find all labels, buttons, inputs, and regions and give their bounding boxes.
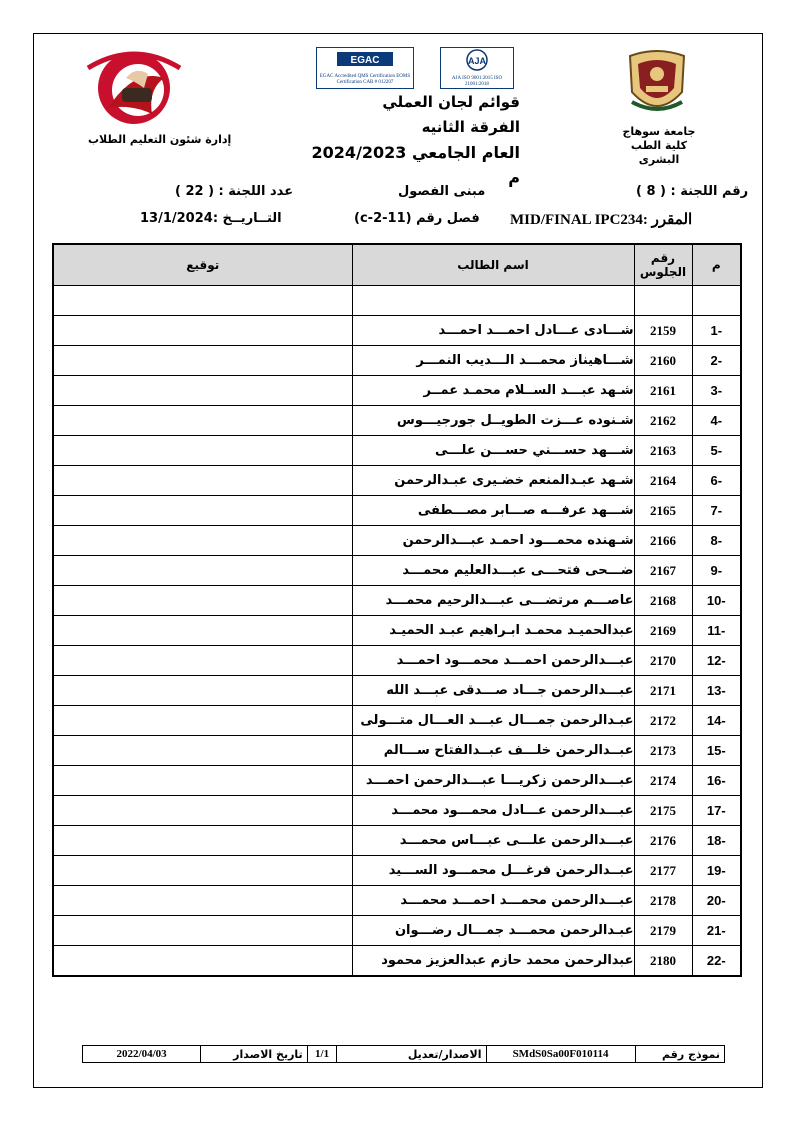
table-row — [53, 316, 741, 346]
student-name-cell: عبــدالرحمن فرغـــل محمـــود الســـيد — [352, 856, 634, 886]
seat-number-cell: 2169 — [634, 616, 692, 646]
header-separator-row — [53, 286, 741, 316]
student-name-cell: شـــهد عرفـــه صـــابر مصـــطفى — [352, 496, 634, 526]
seat-number-cell: 2172 — [634, 706, 692, 736]
signature-cell — [53, 856, 352, 886]
column-header-index: م — [692, 244, 741, 286]
table-row — [53, 346, 741, 376]
student-name-cell: عبـدالرحمن جمـــال عبـــد العـــال متـــولى — [352, 706, 634, 736]
separator-cell — [634, 286, 692, 316]
table-row — [53, 616, 741, 646]
student-name-cell: شـــهد حســـني حســـن علـــى — [352, 436, 634, 466]
row-index-cell: -15 — [692, 736, 741, 766]
student-name-cell: عبـــدالرحمن احمـــد محمـــود احمـــد — [352, 646, 634, 676]
row-index-cell: -7 — [692, 496, 741, 526]
page-title: قوائم لجان العملي — [382, 93, 520, 111]
form-number-label: نموذج رقم — [635, 1046, 724, 1063]
form-code: SMdS0Sa00F010114 — [486, 1046, 635, 1063]
course-code: المقرر :MID/FINAL IPC234 — [510, 212, 693, 228]
revision-value: 1/1 — [307, 1046, 337, 1063]
academic-year: العام الجامعي 2024/2023 م — [311, 143, 520, 187]
seat-number-cell: 2178 — [634, 886, 692, 916]
student-name-cell: شـنوده عـــزت الطويــل جورجيـــوس — [352, 406, 634, 436]
signature-cell — [53, 766, 352, 796]
signature-cell — [53, 466, 352, 496]
student-name-cell: شـــاهيناز محمـــد الـــديب النمـــر — [352, 346, 634, 376]
table-row — [53, 586, 741, 616]
signature-cell — [53, 796, 352, 826]
table-row — [53, 706, 741, 736]
table-row — [53, 436, 741, 466]
table-row — [53, 526, 741, 556]
grade-label: الفرقة الثانيه — [421, 118, 520, 136]
signature-cell — [53, 676, 352, 706]
signature-cell — [53, 646, 352, 676]
row-index-cell: -9 — [692, 556, 741, 586]
student-name-cell: عبـــدالرحمن زكريـــا عبـــدالرحمن احمـــد — [352, 766, 634, 796]
signature-cell — [53, 436, 352, 466]
seat-number-cell: 2163 — [634, 436, 692, 466]
certification-logos — [316, 47, 514, 89]
student-name-cell: عبـــدالرحمن علـــى عبـــاس محمـــد — [352, 826, 634, 856]
aja-globe-icon — [441, 48, 513, 72]
row-index-cell: -14 — [692, 706, 741, 736]
seat-number-cell: 2179 — [634, 916, 692, 946]
table-row — [53, 376, 741, 406]
table-row — [53, 406, 741, 436]
column-header-signature: توقيع — [53, 244, 352, 286]
student-name-cell: ضـــحى فتحـــى عبـــدالعليم محمـــد — [352, 556, 634, 586]
egac-certificate — [316, 47, 414, 89]
student-affairs-logo — [78, 48, 190, 128]
row-index-cell: -16 — [692, 766, 741, 796]
row-index-cell: -2 — [692, 346, 741, 376]
row-index-cell: -17 — [692, 796, 741, 826]
student-name-cell: عبـدالرحمن محمـــد جمـــال رضـــوان — [352, 916, 634, 946]
seat-number-cell: 2164 — [634, 466, 692, 496]
student-name-cell: عبدالحميـد محمـد ابـراهيم عبـد الحميـد — [352, 616, 634, 646]
svg-text:EGAC: EGAC — [350, 55, 380, 66]
signature-cell — [53, 376, 352, 406]
table-row — [53, 496, 741, 526]
row-index-cell: -1 — [692, 316, 741, 346]
seat-number-cell: 2160 — [634, 346, 692, 376]
row-index-cell: -5 — [692, 436, 741, 466]
seat-number-cell: 2168 — [634, 586, 692, 616]
signature-cell — [53, 556, 352, 586]
university-name: جامعة سوهاج — [622, 125, 696, 138]
separator-cell — [352, 286, 634, 316]
seat-number-cell: 2177 — [634, 856, 692, 886]
student-name-cell: عبدالرحمن محمد حازم عبدالعزيز محمود — [352, 946, 634, 977]
student-name-cell: عبـــدالرحمن محمـــد احمـــد محمـــد — [352, 886, 634, 916]
table-row — [53, 556, 741, 586]
signature-cell — [53, 616, 352, 646]
aja-certificate — [440, 47, 514, 89]
signature-cell — [53, 826, 352, 856]
university-name-block — [614, 125, 704, 167]
seat-number-cell: 2165 — [634, 496, 692, 526]
seat-number-cell: 2173 — [634, 736, 692, 766]
table-header-row — [53, 244, 741, 286]
footer-row — [83, 1046, 725, 1063]
separator-cell — [53, 286, 352, 316]
column-header-name: اسم الطالب — [352, 244, 634, 286]
signature-cell — [53, 916, 352, 946]
row-index-cell: -20 — [692, 886, 741, 916]
student-name-cell: شـــادى عـــادل احمـــد احمـــد — [352, 316, 634, 346]
student-name-cell: عبـــدالرحمن جـــاد صـــدقى عبـــد الله — [352, 676, 634, 706]
student-name-cell: شـهد عبـــد الســلام محمـد عمــر — [352, 376, 634, 406]
aja-text: AJA ISO 9001:2015 ISO 21001:2018 — [451, 76, 503, 87]
row-index-cell: -21 — [692, 916, 741, 946]
row-index-cell: -22 — [692, 946, 741, 977]
signature-cell — [53, 496, 352, 526]
roster-body — [53, 286, 741, 977]
signature-cell — [53, 886, 352, 916]
table-row — [53, 886, 741, 916]
exam-date: التــاريــخ :13/1/2024 — [140, 211, 282, 226]
department-label: إدارة شئون التعليم الطلاب — [88, 133, 232, 146]
student-name-cell: عبــدالرحمن خلـــف عبــدالفتاح ســـالم — [352, 736, 634, 766]
table-row — [53, 766, 741, 796]
university-crest-logo — [626, 50, 688, 120]
seat-number-cell: 2175 — [634, 796, 692, 826]
seat-number-cell: 2171 — [634, 676, 692, 706]
seat-number-cell: 2170 — [634, 646, 692, 676]
signature-cell — [53, 736, 352, 766]
table-row — [53, 796, 741, 826]
building-label: مبنى الفصول — [398, 184, 486, 199]
seat-number-cell: 2159 — [634, 316, 692, 346]
committee-count: عدد اللجنة : ( 22 ) — [175, 184, 294, 199]
signature-cell — [53, 706, 352, 736]
row-index-cell: -3 — [692, 376, 741, 406]
row-index-cell: -10 — [692, 586, 741, 616]
issue-date: 2022/04/03 — [83, 1046, 201, 1063]
form-footer-table — [82, 1045, 725, 1063]
table-row — [53, 646, 741, 676]
seat-number-cell: 2161 — [634, 376, 692, 406]
table-row — [53, 466, 741, 496]
student-name-cell: عبـــدالرحمن عـــادل محمـــود محمـــد — [352, 796, 634, 826]
seat-number-cell: 2162 — [634, 406, 692, 436]
student-name-cell: شـهد عبـدالمنعم خضـيرى عبـدالرحمن — [352, 466, 634, 496]
table-row — [53, 826, 741, 856]
row-index-cell: -12 — [692, 646, 741, 676]
egac-icon — [317, 48, 413, 70]
signature-cell — [53, 316, 352, 346]
table-row — [53, 946, 741, 977]
egac-text: EGAC Accredited QMS Certification EOMS Certification CAB # 012207 — [319, 74, 411, 85]
svg-text:AJA: AJA — [467, 56, 487, 66]
table-row — [53, 676, 741, 706]
issue-date-label: تاريخ الاصدار — [201, 1046, 307, 1063]
row-index-cell: -11 — [692, 616, 741, 646]
signature-cell — [53, 526, 352, 556]
seat-number-cell: 2166 — [634, 526, 692, 556]
row-index-cell: -13 — [692, 676, 741, 706]
student-roster-table — [52, 243, 742, 977]
row-index-cell: -4 — [692, 406, 741, 436]
faculty-name: كلية الطب البشرى — [630, 139, 688, 166]
committee-number: رقم اللجنة : ( 8 ) — [636, 184, 749, 199]
signature-cell — [53, 346, 352, 376]
student-name-cell: شـهنده محمـــود احمـد عبـــدالرحمن — [352, 526, 634, 556]
separator-cell — [692, 286, 741, 316]
table-row — [53, 736, 741, 766]
revision-label: الاصدار/تعديل — [337, 1046, 486, 1063]
class-number: فصل رقم (11-2-c) — [354, 211, 480, 226]
row-index-cell: -18 — [692, 826, 741, 856]
seat-number-cell: 2180 — [634, 946, 692, 977]
seat-number-cell: 2174 — [634, 766, 692, 796]
table-row — [53, 916, 741, 946]
signature-cell — [53, 406, 352, 436]
title-block — [300, 90, 520, 190]
signature-cell — [53, 946, 352, 977]
column-header-seat: رقم الجلوس — [634, 244, 692, 286]
table-row — [53, 856, 741, 886]
seat-number-cell: 2167 — [634, 556, 692, 586]
seat-number-cell: 2176 — [634, 826, 692, 856]
student-name-cell: عاصـــم مرتضـــى عبـــدالرحيم محمـــد — [352, 586, 634, 616]
row-index-cell: -8 — [692, 526, 741, 556]
signature-cell — [53, 586, 352, 616]
row-index-cell: -19 — [692, 856, 741, 886]
row-index-cell: -6 — [692, 466, 741, 496]
